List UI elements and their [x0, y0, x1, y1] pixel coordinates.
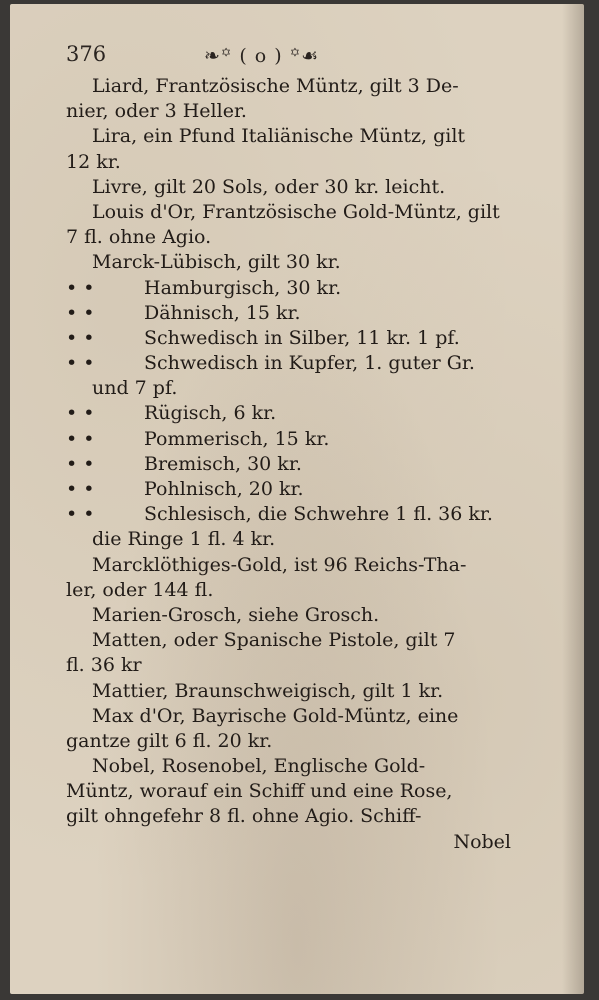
- line-text: Bremisch, 30 kr.: [144, 452, 302, 475]
- text-line: [66, 401, 531, 426]
- line-text: Livre, gilt 20 Sols, oder 30 kr. leicht.: [92, 175, 446, 198]
- header-ornament: ❧꙳ ( o ) ꙳☙: [204, 45, 320, 67]
- text-line: [66, 628, 531, 653]
- line-text: Dähnisch, 15 kr.: [144, 301, 301, 324]
- ditto-mark: • •: [66, 503, 95, 526]
- text-line: [66, 376, 531, 401]
- line-text: Mattier, Braunschweigisch, gilt 1 kr.: [92, 679, 444, 702]
- text-line: [66, 729, 531, 754]
- ditto-mark: • •: [66, 301, 95, 324]
- text-line: [66, 804, 531, 829]
- page-header: [66, 42, 486, 70]
- text-line: [66, 653, 531, 678]
- line-text: die Ringe 1 fl. 4 kr.: [92, 528, 276, 551]
- ditto-mark: • •: [66, 402, 95, 425]
- line-text: Rügisch, 6 kr.: [144, 402, 277, 425]
- page-text: [66, 74, 531, 855]
- text-line: [66, 326, 531, 351]
- text-line: [66, 74, 531, 99]
- line-text: fl. 36 kr: [66, 654, 142, 677]
- line-text: nier, oder 3 Heller.: [66, 100, 247, 123]
- ditto-mark: • •: [66, 352, 95, 375]
- line-text: Müntz, worauf ein Schiff und eine Rose,: [66, 780, 453, 803]
- ditto-mark: • •: [66, 478, 95, 500]
- spine-shadow: [562, 4, 584, 994]
- text-line: [66, 830, 531, 855]
- line-text: Nobel: [453, 830, 511, 853]
- book-page: [10, 4, 584, 994]
- line-text: ler, oder 144 fl.: [66, 578, 214, 601]
- text-line: [66, 150, 531, 175]
- line-text: gilt ohngefehr 8 fl. ohne Agio. Schiff-: [66, 805, 422, 828]
- line-text: Schlesisch, die Schwehre 1 fl. 36 kr.: [144, 503, 493, 526]
- text-line: [66, 200, 531, 225]
- line-text: gantze gilt 6 fl. 20 kr.: [66, 729, 273, 752]
- line-text: Matten, oder Spanische Pistole, gilt 7: [92, 629, 456, 652]
- text-line: [66, 452, 531, 477]
- line-text: Marcklöthiges-Gold, ist 96 Reichs-Tha-: [92, 553, 467, 576]
- line-text: Marck-Lübisch, gilt 30 kr.: [92, 251, 341, 274]
- text-line: [66, 754, 531, 779]
- text-line: [66, 477, 531, 502]
- text-line: [66, 553, 531, 578]
- text-line: [66, 351, 531, 376]
- line-text: Louis d'Or, Frantzösische Gold-Müntz, gilt: [92, 200, 500, 223]
- text-line: [66, 779, 531, 804]
- line-text: Max d'Or, Bayrische Gold-Müntz, eine: [92, 704, 459, 727]
- text-line: [66, 301, 531, 326]
- ditto-mark: • •: [66, 452, 95, 475]
- line-text: Hamburgisch, 30 kr.: [144, 276, 342, 299]
- line-text: Liard, Frantzösische Müntz, gilt 3 De-: [92, 75, 459, 97]
- text-line: [66, 276, 531, 301]
- line-text: 12 kr.: [66, 150, 121, 173]
- line-text: Schwedisch in Silber, 11 kr. 1 pf.: [144, 326, 460, 349]
- page-number: 376: [66, 42, 107, 66]
- line-text: Pohlnisch, 20 kr.: [144, 478, 304, 500]
- line-text: Pommerisch, 15 kr.: [144, 427, 330, 450]
- text-line: [66, 99, 531, 124]
- ditto-mark: • •: [66, 276, 95, 299]
- text-line: [66, 124, 531, 149]
- text-line: [66, 578, 531, 603]
- text-line: [66, 502, 531, 527]
- line-text: Schwedisch in Kupfer, 1. guter Gr.: [144, 352, 475, 375]
- line-text: 7 fl. ohne Agio.: [66, 226, 212, 249]
- ditto-mark: • •: [66, 326, 95, 349]
- text-line: [66, 679, 531, 704]
- text-line: [66, 527, 531, 552]
- line-text: und 7 pf.: [92, 377, 178, 400]
- text-line: [66, 427, 531, 452]
- text-line: [66, 225, 531, 250]
- text-line: [66, 175, 531, 200]
- text-line: [66, 250, 531, 275]
- text-line: [66, 603, 531, 628]
- line-text: Nobel, Rosenobel, Englische Gold-: [92, 755, 426, 778]
- line-text: Lira, ein Pfund Italiänische Müntz, gilt: [92, 125, 466, 148]
- text-line: [66, 704, 531, 729]
- ditto-mark: • •: [66, 427, 95, 450]
- line-text: Marien-Grosch, siehe Grosch.: [92, 603, 380, 626]
